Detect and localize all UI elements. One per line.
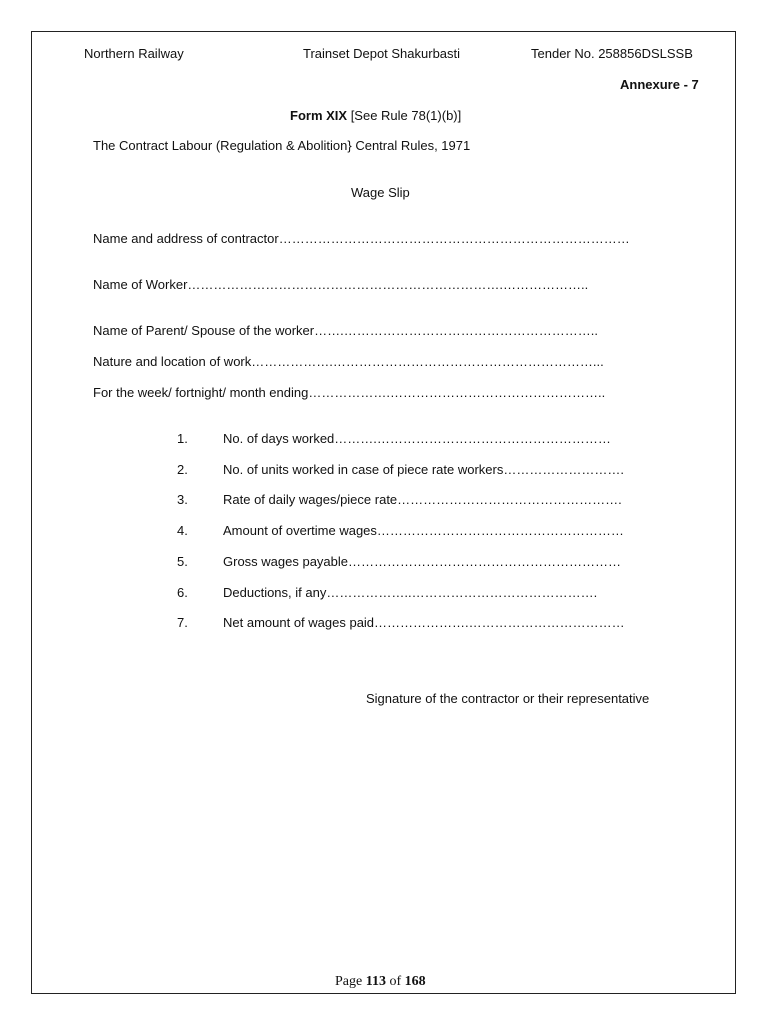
field-nature-location [93,354,664,370]
header-org: Northern Railway [84,46,184,61]
field-dots: ……………….……………………………………………………... [251,354,604,369]
item-number: 7. [177,615,188,630]
form-title [290,108,461,124]
item-label: Rate of daily wages/piece rate [223,492,398,507]
item-number: 1. [177,431,188,446]
item-dots: ………………….……………………………… [374,615,625,630]
field-parent-spouse [93,323,663,339]
item-rate [223,492,658,508]
item-dots: ……….……………………………………………… [334,431,611,446]
item-number: 4. [177,523,188,538]
item-deductions [223,585,659,601]
item-units-worked [223,462,660,478]
item-number: 5. [177,554,188,569]
item-net-wages [223,615,660,631]
annexure-label: Annexure - 7 [620,77,699,92]
signature-label: Signature of the contractor or their representative [366,691,650,706]
item-label: No. of units worked in case of piece rate workers [223,462,504,477]
field-period-ending [93,385,661,401]
field-label: Name and address of contractor [93,231,279,246]
page-border [31,31,736,994]
item-gross-wages [223,554,660,570]
item-overtime [223,523,660,539]
field-dots: ……………………………………………………………………… [278,231,630,246]
item-dots: ………………..……………………………………. [326,585,598,600]
item-days-worked [223,431,660,447]
item-dots: ………………………………………………… [376,523,624,538]
wage-slip-title: Wage Slip [351,185,410,200]
item-label: No. of days worked [223,431,335,446]
item-number: 2. [177,462,188,477]
field-dots: ……………………………………………………………….……………….. [187,277,589,292]
field-worker [93,277,663,293]
field-label: Name of Parent/ Spouse of the worker [93,323,315,338]
item-label: Gross wages payable [223,554,349,569]
item-label: Deductions, if any [223,585,327,600]
item-label: Amount of overtime wages [223,523,377,538]
field-dots: …….………………………………………………….. [314,323,598,338]
header-depot: Trainset Depot Shakurbasti [303,46,461,61]
page-total: 168 [404,974,426,989]
form-title-rule: [See Rule 78(1)(b)] [347,108,462,123]
item-dots: ……………………………………………. [397,492,622,507]
item-label: Net amount of wages paid [223,615,375,630]
item-dots: ……………………………………………………… [348,554,622,569]
field-label: Nature and location of work [93,354,252,369]
page-of-word: of [385,974,405,989]
field-label: Name of Worker [93,277,188,292]
field-dots: ……………….………………………………………….. [308,385,606,400]
page-word: Page [335,974,366,989]
item-dots: ………………………. [503,462,624,477]
field-contractor [93,231,663,247]
rules-line: The Contract Labour (Regulation & Abolition} Central Rules, 1971 [93,138,471,153]
page-current: 113 [365,974,386,989]
item-number: 3. [177,492,188,507]
form-title-bold: Form XIX [290,108,348,123]
field-label: For the week/ fortnight/ month ending [93,385,309,400]
page-number [335,974,426,990]
header-tender: Tender No. 258856DSLSSB [531,46,693,61]
item-number: 6. [177,585,188,600]
